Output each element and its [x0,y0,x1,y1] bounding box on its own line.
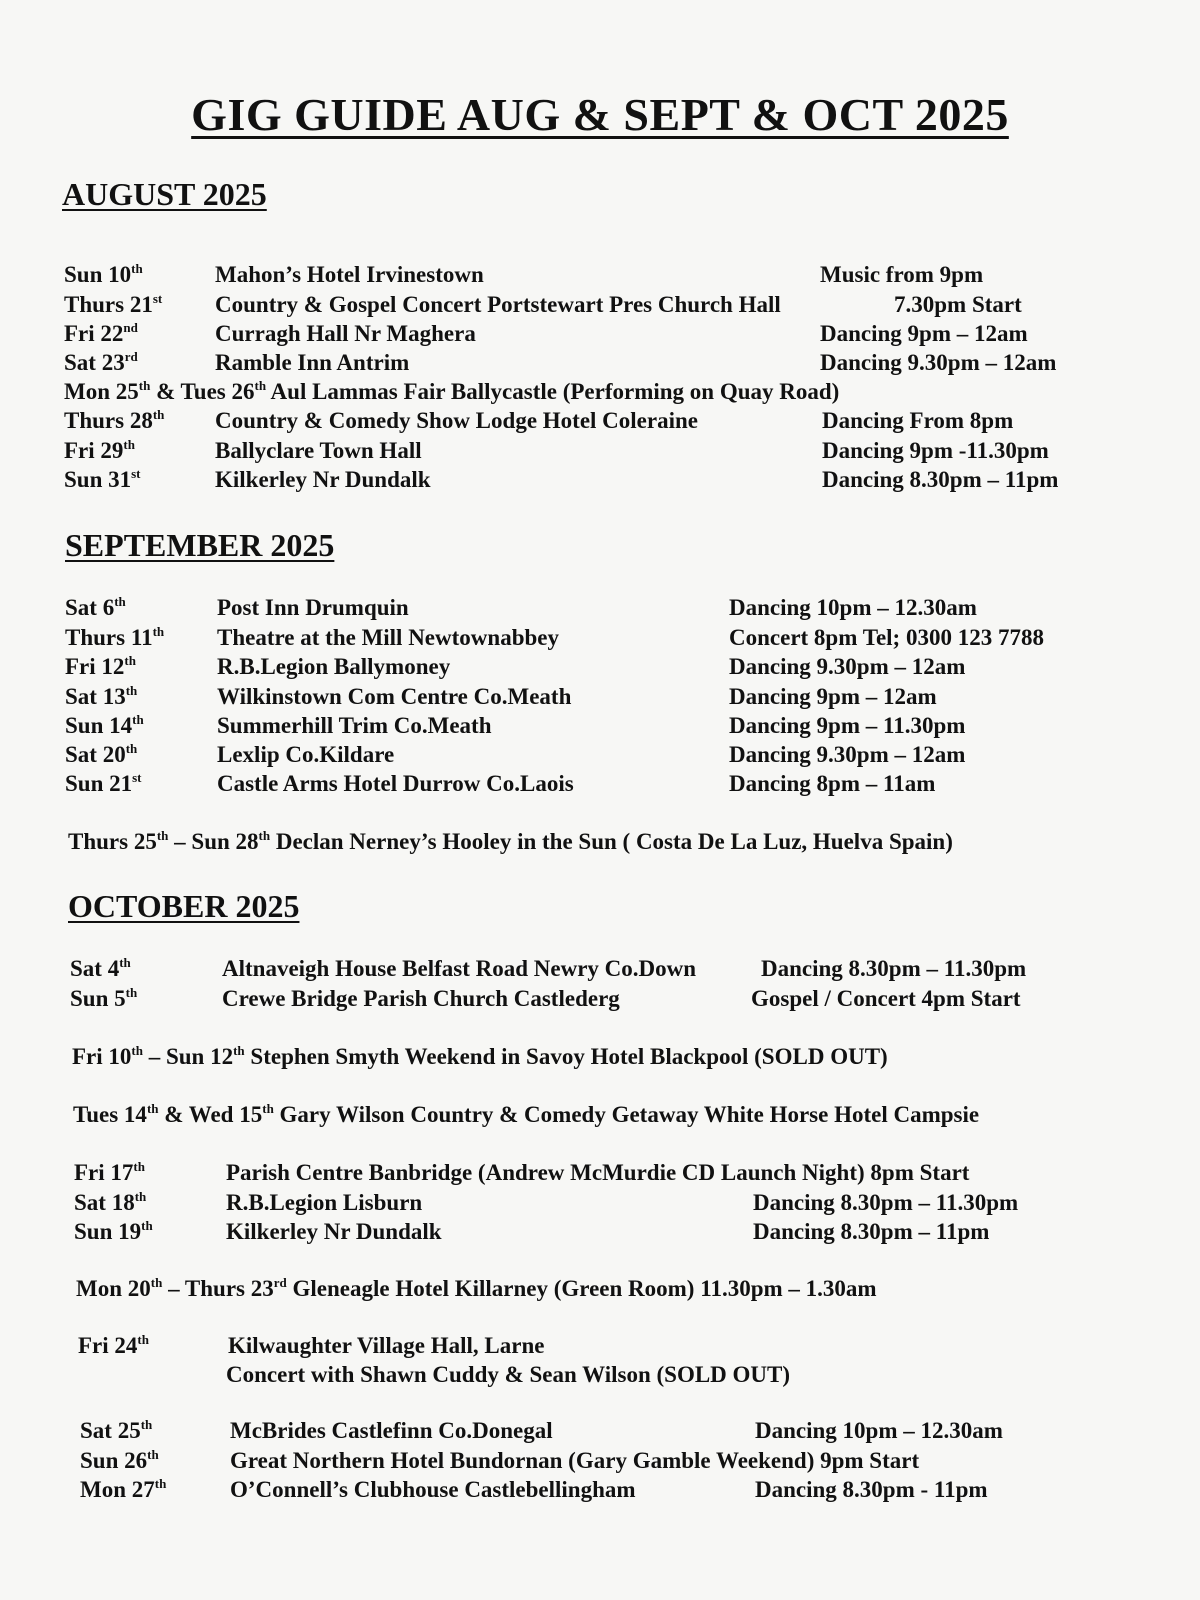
gig-venue: Castle Arms Hotel Durrow Co.Laois [217,771,574,796]
gig-time: Dancing 9.30pm – 12am [729,742,966,767]
gig-venue: Kilkerley Nr Dundalk [226,1219,442,1244]
gig-time: Dancing 8.30pm – 11.30pm [753,1190,1019,1215]
gig-date: Sun 31st [64,466,141,492]
gig-date: Sat 23rd [64,349,138,375]
gig-date: Fri 22nd [64,320,138,346]
gig-venue: Great Northern Hotel Bundornan (Gary Gamble Weekend) 9pm Start [230,1448,920,1473]
gig-time: Dancing 9pm -11.30pm [822,438,1049,463]
gig-time: Dancing 8.30pm – 11.30pm [761,956,1027,981]
gig-time: Dancing 8.30pm – 11pm [753,1219,990,1244]
gig-venue: Altnaveigh House Belfast Road Newry Co.Down [222,956,697,981]
gig-date: Sun 21st [65,770,142,796]
gig-venue: Ramble Inn Antrim [215,350,410,375]
gig-date: Thurs 11th [65,624,165,650]
gig-venue: Country & Gospel Concert Portstewart Pres Church Hall [215,292,781,317]
october-heading: OCTOBER 2025 [68,888,300,924]
gig-date: Sat 18th [74,1189,147,1215]
gig-venue: Kilkerley Nr Dundalk [215,467,431,492]
gig-date: Sun 5th [70,985,138,1011]
gig-time: Dancing 9.30pm – 12am [729,654,966,679]
gig-venue: Ballyclare Town Hall [215,438,422,463]
gig-date: Sun 26th [80,1447,159,1473]
gig-date: Fri 12th [65,653,136,679]
gig-date: Sat 6th [65,594,126,620]
august-heading: AUGUST 2025 [62,176,267,212]
gig-date: Sat 20th [65,741,138,767]
gig-venue: Theatre at the Mill Newtownabbey [217,625,559,650]
gig-time: Dancing 10pm – 12.30am [729,595,977,620]
gig-venue: R.B.Legion Ballymoney [217,654,451,679]
gig-venue: Mahon’s Hotel Irvinestown [215,262,484,287]
gig-time: 7.30pm Start [894,292,1022,317]
gig-date: Sun 14th [65,712,144,738]
gig-venue: Wilkinstown Com Centre Co.Meath [217,684,572,709]
gig-time: Dancing 9pm – 12am [729,684,937,709]
gig-date: Sat 4th [70,955,131,981]
gig-venue: Curragh Hall Nr Maghera [215,321,476,346]
gig-venue: R.B.Legion Lisburn [226,1190,423,1215]
gig-time: Dancing 10pm – 12.30am [755,1418,1003,1443]
gig-date: Fri 17th [74,1159,145,1185]
gig-date: Mon 27th [80,1476,167,1502]
gig-date: Thurs 21st [64,291,163,317]
hooley-line: Thurs 25th – Sun 28th Declan Nerney’s Hooley in the Sun ( Costa De La Luz, Huelva Spain) [68,828,953,854]
gig-time: Dancing 8pm – 11am [729,771,936,796]
gig-time: Dancing 8.30pm – 11pm [822,467,1059,492]
gig-venue: Post Inn Drumquin [217,595,409,620]
killarney-line: Mon 20th – Thurs 23rd Gleneagle Hotel Killarney (Green Room) 11.30pm – 1.30am [76,1275,877,1301]
blackpool-line: Fri 10th – Sun 12th Stephen Smyth Weekend in Savoy Hotel Blackpool (SOLD OUT) [72,1043,888,1069]
gig-time: Dancing 9.30pm – 12am [820,350,1057,375]
gig-time: Music from 9pm [820,262,984,287]
gig-time: Concert 8pm Tel; 0300 123 7788 [729,625,1044,650]
gig-venue: McBrides Castlefinn Co.Donegal [230,1418,553,1443]
gig-time: Dancing 9pm – 12am [820,321,1028,346]
page-title: GIG GUIDE AUG & SEPT & OCT 2025 [191,89,1009,140]
gig-venue: Lexlip Co.Kildare [217,742,395,767]
gig-venue: Kilwaughter Village Hall, Larne [228,1333,545,1358]
gig-venue-detail: Concert with Shawn Cuddy & Sean Wilson (SOLD OUT) [226,1362,791,1387]
lammas-fair-line: Mon 25th & Tues 26th Aul Lammas Fair Ballycastle (Performing on Quay Road) [64,378,840,404]
gig-venue: Summerhill Trim Co.Meath [217,713,492,738]
gig-venue: Crewe Bridge Parish Church Castlederg [222,986,620,1011]
gig-date: Sat 13th [65,683,138,709]
gig-venue: O’Connell’s Clubhouse Castlebellingham [230,1477,636,1502]
september-heading: SEPTEMBER 2025 [65,527,335,563]
gig-time: Dancing 9pm – 11.30pm [729,713,966,738]
gig-date: Sun 19th [74,1218,153,1244]
gig-date: Sun 10th [64,261,143,287]
gig-date: Fri 29th [64,437,135,463]
gig-time: Dancing 8.30pm - 11pm [755,1477,988,1502]
campsie-line: Tues 14th & Wed 15th Gary Wilson Country & Comedy Getaway White Horse Hotel Campsie [73,1101,980,1127]
gig-date: Fri 24th [78,1332,149,1358]
gig-venue: Parish Centre Banbridge (Andrew McMurdie CD Launch Night) 8pm Start [226,1160,970,1185]
gig-time: Gospel / Concert 4pm Start [751,986,1021,1011]
gig-date: Thurs 28th [64,407,165,433]
gig-venue: Country & Comedy Show Lodge Hotel Coleraine [215,408,698,433]
gig-date: Sat 25th [80,1417,153,1443]
gig-time: Dancing From 8pm [822,408,1014,433]
